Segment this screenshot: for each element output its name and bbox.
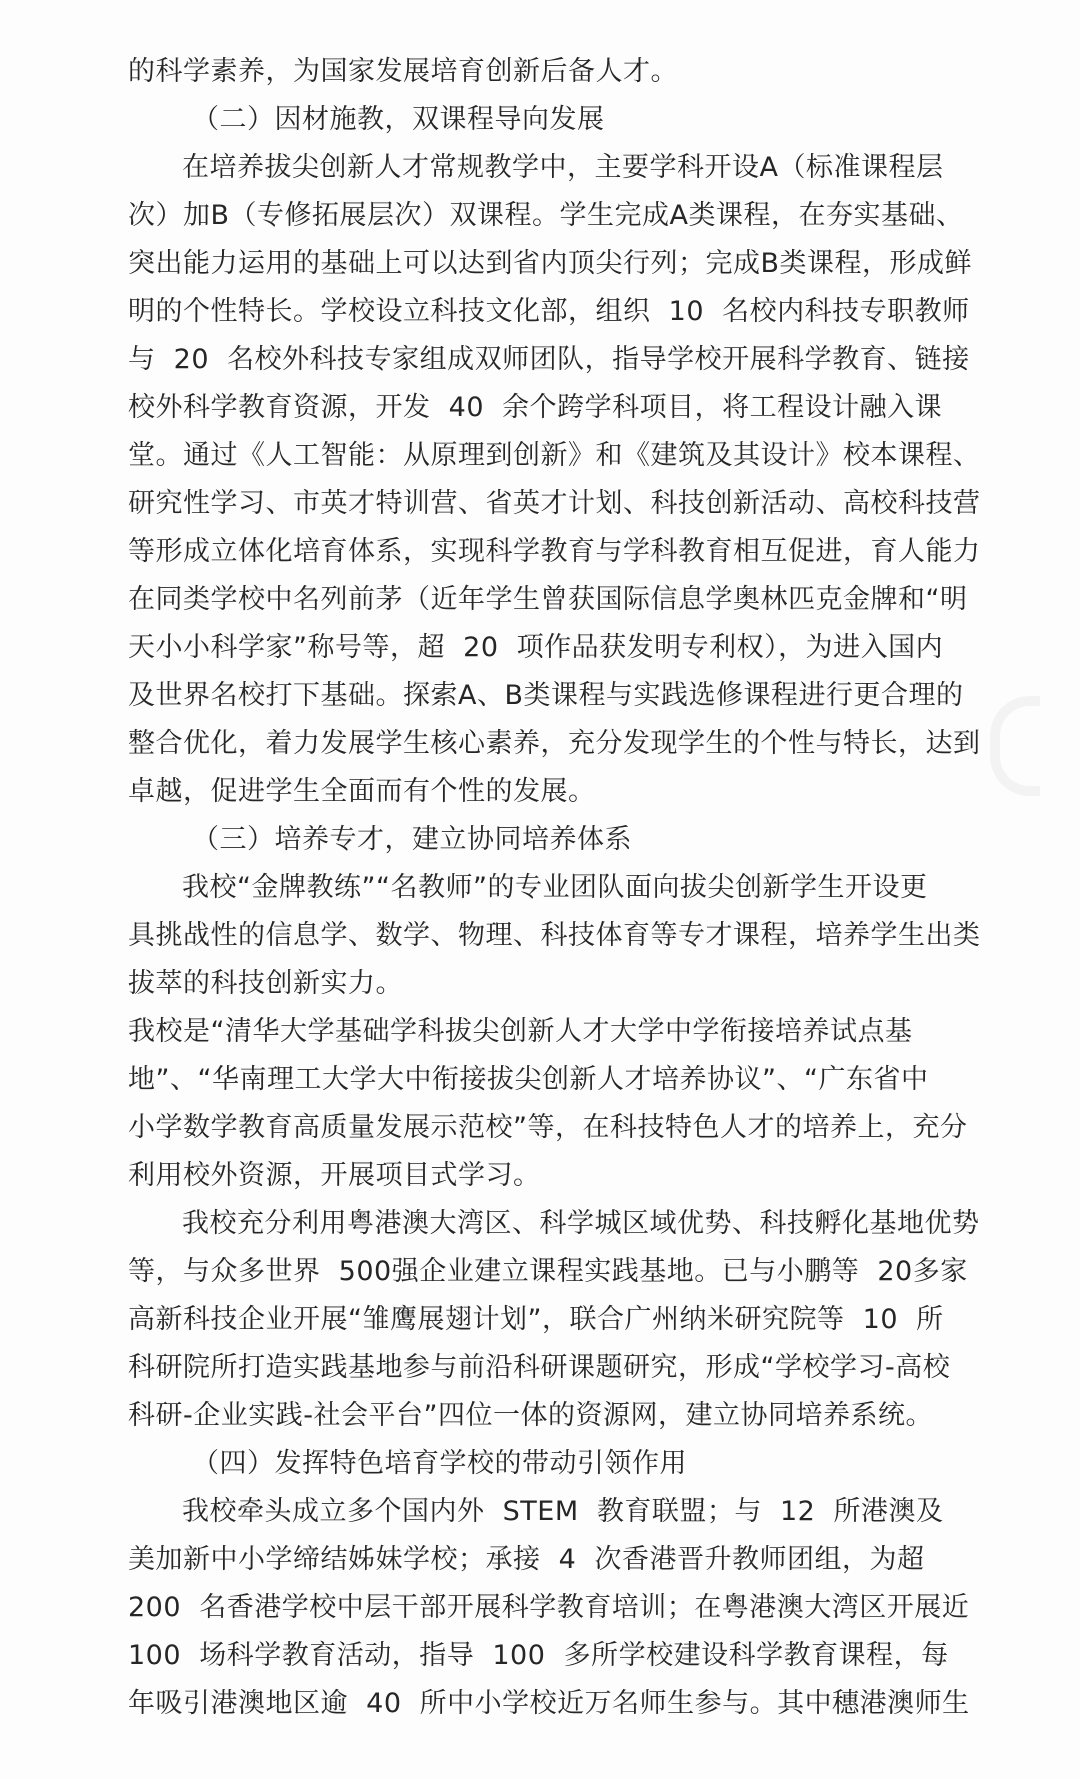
section-heading: （二）因材施教，双课程导向发展 (192, 104, 605, 135)
paragraph-line: 地”、“华南理工大学大中衔接拔尖创新人才培养协议”、“广东省中 (128, 1064, 929, 1095)
paragraph-line: 年吸引港澳地区逾 40 所中小学校近万名师生参与。其中穗港澳师生 (128, 1688, 970, 1719)
paragraph-line: 突出能力运用的基础上可以达到省内顶尖行列；完成B类课程，形成鲜 (128, 248, 973, 279)
paragraph-line: 我校是“清华大学基础学科拔尖创新人才大学中学衔接培养试点基 (128, 1016, 913, 1047)
paragraph-line: 次）加B（专修拓展层次）双课程。学生完成A类课程，在夯实基础、 (128, 200, 964, 231)
paragraph-line: 我校充分利用粤港澳大湾区、科学城区域优势、科技孵化基地优势 (182, 1208, 980, 1239)
paragraph-line: 等形成立体化培育体系，实现科学教育与学科教育相互促进，育人能力 (128, 536, 981, 567)
paragraph-line: 科研院所打造实践基地参与前沿科研课题研究，形成“学校学习-高校 (128, 1352, 951, 1383)
paragraph-line: 在同类学校中名列前茅（近年学生曾获国际信息学奥林匹克金牌和“明 (128, 584, 968, 615)
paragraph-line: 美加新中小学缔结姊妹学校；承接 4 次香港晋升教师团组，为超 (128, 1544, 925, 1575)
paragraph-line: 堂。通过《人工智能：从原理到创新》和《建筑及其设计》校本课程、 (128, 440, 981, 471)
paragraph-line: 校外科学教育资源，开发 40 余个跨学科项目，将工程设计融入课 (128, 392, 943, 423)
paragraph-line: 高新科技企业开展“雏鹰展翅计划”，联合广州纳米研究院等 10 所 (128, 1304, 944, 1335)
watermark-mark (990, 696, 1040, 796)
paragraph-line: 具挑战性的信息学、数学、物理、科技体育等专才课程，培养学生出类 (128, 920, 981, 951)
paragraph-line: 与 20 名校外科技专家组成双师团队，指导学校开展科学教育、链接 (128, 344, 970, 375)
paragraph-line: 等，与众多世界 500强企业建立课程实践基地。已与小鹏等 20多家 (128, 1256, 968, 1287)
paragraph-line: 200 名香港学校中层干部开展科学教育培训；在粤港澳大湾区开展近 (128, 1592, 970, 1623)
paragraph-line: 研究性学习、市英才特训营、省英才计划、科技创新活动、高校科技营 (128, 488, 981, 519)
document-body (128, 48, 981, 1728)
paragraph-line: 天小小科学家”称号等，超 20 项作品获发明专利权），为进入国内 (128, 632, 944, 663)
paragraph-line: 整合优化，着力发展学生核心素养，充分发现学生的个性与特长，达到 (128, 728, 981, 759)
section-heading: （三）培养专才，建立协同培养体系 (192, 824, 632, 855)
paragraph-line: 科研-企业实践-社会平台”四位一体的资源网，建立协同培养系统。 (128, 1400, 933, 1431)
paragraph-line: 的科学素养，为国家发展培育创新后备人才。 (128, 56, 678, 87)
paragraph-line: 明的个性特长。学校设立科技文化部，组织 10 名校内科技专职教师 (128, 296, 970, 327)
paragraph-line: 100 场科学教育活动，指导 100 多所学校建设科学教育课程，每 (128, 1640, 949, 1671)
paragraph-line: 小学数学教育高质量发展示范校”等，在科技特色人才的培养上，充分 (128, 1112, 968, 1143)
paragraph-line: 及世界名校打下基础。探索A、B类课程与实践选修课程进行更合理的 (128, 680, 964, 711)
paragraph-line: 我校牵头成立多个国内外 STEM 教育联盟；与 12 所港澳及 (182, 1496, 944, 1527)
section-heading: （四）发挥特色培育学校的带动引领作用 (192, 1448, 687, 1479)
paragraph-line: 利用校外资源，开展项目式学习。 (128, 1160, 541, 1191)
paragraph-line: 在培养拔尖创新人才常规教学中，主要学科开设A（标准课程层 (182, 152, 944, 183)
paragraph-line: 拔萃的科技创新实力。 (128, 968, 403, 999)
paragraph-line: 我校“金牌教练”“名教师”的专业团队面向拔尖创新学生开设更 (182, 872, 928, 903)
paragraph-line: 卓越，促进学生全面而有个性的发展。 (128, 776, 596, 807)
